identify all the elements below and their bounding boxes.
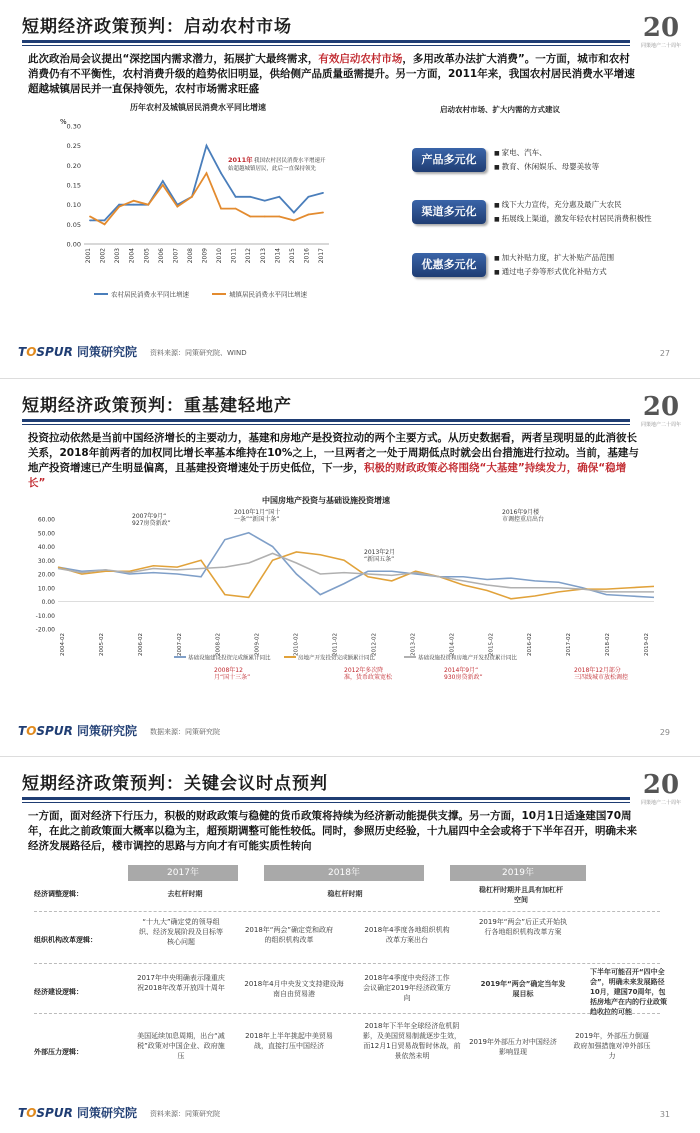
data-point bbox=[162, 184, 164, 186]
cell-2019-reform: 2019年“两会”后正式开始执行各地组织机构改革方案 bbox=[478, 918, 568, 936]
data-point bbox=[235, 196, 237, 198]
data-point bbox=[293, 212, 295, 214]
data-point bbox=[293, 220, 295, 222]
cell-econ-work-conf: 2018年4季度中央经济工作会议确定2019年经济政策方向 bbox=[363, 974, 451, 1002]
annotation-text: 月“国十三条” bbox=[214, 674, 251, 681]
source-note: 资料来源：同策研究院、WIND bbox=[150, 349, 247, 357]
bullet-item: ■ 拓展线上渠道，激发年轻农村居民消费积极性 bbox=[494, 212, 652, 226]
x-tick-label: 2016 bbox=[303, 248, 311, 264]
data-point bbox=[147, 204, 149, 206]
cell-reform-40: 2017年中央明确表示隆重庆祝2018年改革开放四十周年 bbox=[137, 974, 225, 992]
data-point bbox=[191, 196, 193, 198]
x-tick-label: 2010-02 bbox=[293, 633, 300, 656]
data-point bbox=[235, 208, 237, 210]
x-tick-label: 2008-02 bbox=[215, 633, 222, 656]
annotation-text: 市调控重启出台 bbox=[502, 516, 545, 523]
logo-cn: 同策研究院 bbox=[77, 1106, 138, 1120]
rural-urban-consumption-chart bbox=[56, 118, 346, 308]
logo-o: O bbox=[26, 345, 37, 359]
anniversary-logo bbox=[636, 14, 686, 49]
cell-deleverage: 去杠杆时期 bbox=[167, 890, 203, 898]
x-tick-label: 2018-02 bbox=[605, 633, 612, 656]
x-tick-label: 2012 bbox=[245, 248, 253, 264]
x-tick-label: 2005-02 bbox=[98, 633, 105, 656]
x-tick-label: 2013 bbox=[259, 248, 267, 264]
x-tick-label: 2006-02 bbox=[137, 633, 144, 656]
anniversary-logo bbox=[636, 771, 686, 806]
logo-spur: SPUR bbox=[36, 345, 73, 359]
y-tick-label: 0.25 bbox=[66, 142, 81, 151]
legend-label: 农村居民消费水平同比增速 bbox=[111, 290, 189, 299]
y-tick-label: 0.05 bbox=[66, 220, 81, 229]
note-line-1: 下半年可能召开“四中全会”，明确未来发展路径 bbox=[590, 968, 665, 986]
slide-rural-market bbox=[0, 0, 700, 372]
data-point bbox=[133, 204, 135, 206]
row-label-construction: 经济建设逻辑： bbox=[34, 988, 83, 996]
page-number: 27 bbox=[659, 349, 670, 358]
title-rule bbox=[22, 40, 630, 43]
discount-bullets bbox=[494, 251, 614, 279]
annotation-text: 2014年9月“ bbox=[444, 667, 479, 674]
data-point bbox=[322, 192, 324, 194]
logo-cn: 同策研究院 bbox=[77, 345, 138, 359]
y-tick-label: 20.00 bbox=[37, 571, 55, 579]
data-point bbox=[308, 196, 310, 198]
bullet-item: ■ 教育、休闲娱乐、母婴美妆等 bbox=[494, 160, 599, 174]
intro-text: 此次政治局会议提出“深挖国内需求潜力，拓展扩大最终需求， bbox=[28, 53, 319, 65]
x-tick-label: 2015-02 bbox=[488, 633, 495, 656]
intro-text-cont: ，多用改革办法扩大消费”。一方面，城市和农村消费仍有不平衡性，农村消费升级的趋势依旧明显，供给侧产品质量亟需提升。另一方面，2011年来，我国农村居民消费水平增速超越城镇居民并一直保持领先，农村市场需求旺盛 bbox=[28, 53, 635, 95]
product-diversification-box: 产品多元化 bbox=[412, 148, 486, 172]
x-tick-label: 2011 bbox=[230, 248, 238, 264]
data-point bbox=[133, 200, 135, 202]
x-tick-label: 2002 bbox=[99, 248, 107, 264]
cell-hainan: 2018年4月中央发文支持建设海南自由贸易港 bbox=[244, 980, 344, 998]
row-divider bbox=[34, 911, 660, 912]
y-tick-label: 10.00 bbox=[37, 585, 55, 593]
data-point bbox=[118, 206, 120, 208]
y-tick-label: 0.15 bbox=[66, 181, 81, 190]
cell-stable-leverage: 稳杠杆时期 bbox=[327, 890, 363, 898]
note-line-2: 10月，建国70周年，包括房地产在内的行业政策趋收拉的可能 bbox=[590, 988, 667, 1016]
x-tick-label: 2012-02 bbox=[371, 633, 378, 656]
y-tick-label: 0.00 bbox=[41, 599, 55, 606]
investment-growth-chart bbox=[24, 507, 664, 707]
logo-spur: SPUR bbox=[36, 724, 73, 738]
x-tick-label: 2017 bbox=[318, 248, 325, 264]
data-point bbox=[220, 172, 222, 174]
anniversary-number: 20 bbox=[642, 770, 680, 800]
bullet-item: ■ 加大补贴力度，扩大补贴产品范围 bbox=[494, 251, 614, 265]
data-point bbox=[249, 216, 251, 218]
data-point bbox=[278, 196, 280, 198]
anniversary-logo bbox=[636, 393, 686, 428]
cell-us-rate-hike: 美国延续加息周期，出台“减税”政策对中国企业、政府施压 bbox=[137, 1032, 225, 1060]
legend-label: 基础设施建设投资完成额累计同比 bbox=[188, 655, 271, 662]
slide-title: 短期经济政策预判：重基建轻地产 bbox=[22, 396, 292, 416]
note-fourth-plenum bbox=[590, 967, 670, 1017]
bullet-item: ■ 通过电子券等形式优化补贴方式 bbox=[494, 265, 614, 279]
data-point bbox=[264, 216, 266, 218]
data-point bbox=[322, 212, 324, 214]
y-tick-label: -20.00 bbox=[35, 626, 55, 634]
annotation-year: 2011年 bbox=[228, 156, 253, 164]
cell-external-pressure: 2019年外部压力对中国经济影响显现 bbox=[469, 1038, 557, 1056]
cell-trade-war: 2018年上半年挑起中美贸易战，直接打压中国经济 bbox=[245, 1032, 333, 1050]
y-tick-label: 0.30 bbox=[66, 122, 81, 131]
annotation-text: 2016年9月楼 bbox=[502, 509, 540, 516]
data-point bbox=[249, 196, 251, 198]
anniversary-number: 20 bbox=[642, 392, 680, 422]
x-tick-label: 2008 bbox=[186, 248, 194, 264]
intro-text: 投资拉动依然是当前中国经济增长的主要动力，基建和房地产是投资拉动的两个主要方式。从历史数据看，两者呈现明显的此消彼长关系，2018年前两者的加权同比增长率基本维持在10%之上，一旦两者之一处于周期低点时就会出台措施进行拉动。当前，基建与地产投资增速已产生明显偏离，且基建投资增速处于历史低位，下一步， bbox=[28, 432, 639, 474]
x-tick-label: 2013-02 bbox=[410, 633, 417, 656]
chart-title: 中国房地产投资与基础设施投资增速 bbox=[262, 496, 390, 505]
x-tick-label: 2014 bbox=[274, 248, 282, 264]
series-line-real-estate bbox=[58, 552, 654, 599]
title-rule bbox=[22, 419, 630, 422]
source-note: 资料来源：同策研究院 bbox=[150, 1110, 220, 1118]
tospur-logo bbox=[18, 1104, 137, 1121]
x-tick-label: 2009-02 bbox=[254, 633, 261, 656]
x-tick-label: 2015 bbox=[288, 248, 296, 264]
y-tick-label: 50.00 bbox=[37, 530, 55, 538]
x-tick-label: 2010 bbox=[216, 248, 224, 264]
annotation-text: 2013年2月 bbox=[364, 549, 396, 556]
row-label-org-reform: 组织机构改革逻辑： bbox=[34, 936, 97, 944]
intro-paragraph bbox=[28, 431, 640, 491]
logo-o: O bbox=[26, 1106, 37, 1120]
x-tick-label: 2004-02 bbox=[60, 633, 66, 656]
data-point bbox=[206, 172, 208, 174]
tospur-logo bbox=[18, 343, 137, 360]
annotation-text: 930房贷新政” bbox=[444, 674, 483, 681]
series-line-urban bbox=[90, 173, 323, 224]
annotation-text: 2008年12 bbox=[214, 667, 243, 674]
slide-title: 短期经济政策预判：启动农村市场 bbox=[22, 17, 292, 37]
data-point bbox=[89, 220, 91, 222]
page-number: 31 bbox=[659, 1110, 670, 1119]
data-point bbox=[264, 200, 266, 202]
source-note: 数据来源：同策研究院 bbox=[150, 728, 220, 736]
y-tick-label: 40.00 bbox=[37, 544, 55, 551]
title-rule-thin bbox=[22, 45, 630, 46]
anniversary-number: 20 bbox=[642, 13, 680, 43]
x-tick-label: 2011-02 bbox=[332, 633, 339, 656]
data-point bbox=[220, 208, 222, 210]
title-rule-thin bbox=[22, 424, 630, 425]
bullet-item: ■ 线下大力宣传，充分惠及最广大农民 bbox=[494, 198, 652, 212]
anniversary-caption: 同策地产二十周年 bbox=[640, 422, 681, 428]
y-tick-label: 0.10 bbox=[66, 201, 81, 210]
intro-highlight: 积极的财政政策必将围绕“大基建”持续发力，确保“稳增长” bbox=[28, 462, 627, 489]
annotation-text: 准，货币政策宽松 bbox=[344, 674, 393, 681]
annotation-text: 927房贷新政” bbox=[132, 520, 171, 527]
year-2018: 2018年 bbox=[264, 865, 424, 881]
annotation-text: 2012年多次降 bbox=[344, 667, 384, 674]
data-point bbox=[176, 206, 178, 208]
row-label-economy: 经济调整逻辑： bbox=[34, 890, 83, 898]
y-tick-label: 0.20 bbox=[66, 161, 81, 170]
x-tick-label: 2017-02 bbox=[566, 633, 573, 656]
x-tick-label: 2006 bbox=[157, 248, 165, 264]
x-tick-label: 2005 bbox=[143, 248, 151, 264]
series-line-rural bbox=[90, 146, 323, 221]
annotation-text: 三四线城市放松调控 bbox=[574, 674, 629, 681]
x-tick-label: 2004 bbox=[128, 248, 136, 264]
y-tick-label: 0.00 bbox=[66, 240, 81, 249]
x-tick-label: 2003 bbox=[114, 248, 122, 264]
x-tick-label: 2016-02 bbox=[527, 633, 534, 656]
x-tick-label: 2014-02 bbox=[449, 633, 456, 656]
cell-hedge-pressure: 2019年，外部压力倒逼政府加强措施对冲外部压力 bbox=[573, 1032, 651, 1060]
intro-highlight: 有效启动农村市场 bbox=[318, 53, 403, 65]
annotation-text: 2010年1月“国十 bbox=[234, 509, 281, 516]
slide-title: 短期经济政策预判：关键会议时点预判 bbox=[22, 774, 328, 794]
x-tick-label: 2007-02 bbox=[176, 633, 183, 656]
annotation-text-2: 始超越城镇居民，此后一直保持领先 bbox=[228, 166, 317, 172]
data-point bbox=[118, 204, 120, 206]
intro-paragraph: 一方面，面对经济下行压力，积极的财政政策与稳健的货币政策将持续为经济新动能提供支撑。另一方面，10月1日适逢建国70周年，在此之前政策面大概率以稳为主，超预期调整可能性较低。同时，参照历史经验，十九届四中全会或将于下半年召开，明确未来经济发展路径后，楼市调控的思路与方向才有可能实质性转向 bbox=[28, 810, 637, 852]
year-2019: 2019年 bbox=[450, 865, 586, 881]
annotation-text: 一条”“新国十条” bbox=[234, 516, 280, 523]
title-rule-thin bbox=[22, 802, 630, 803]
annotation-text: 2018年12月部分 bbox=[574, 667, 621, 674]
channel-bullets bbox=[494, 198, 652, 226]
legend-label: 城镇居民消费水平同比增速 bbox=[229, 290, 307, 299]
intro-paragraph bbox=[28, 52, 640, 97]
logo-t: T bbox=[18, 345, 27, 359]
cell-19th-congress: “十九大”确定党的领导组织、经济发展阶段及目标等核心问题 bbox=[139, 918, 223, 946]
cell-2019-goal: 2019年“两会”确定当年发展目标 bbox=[480, 980, 566, 998]
chart-title: 历年农村及城镇居民消费水平同比增速 bbox=[130, 103, 266, 112]
logo-t: T bbox=[18, 1106, 27, 1120]
channel-diversification-box: 渠道多元化 bbox=[412, 200, 486, 224]
bullet-item: ■ 家电、汽车、 bbox=[494, 146, 599, 160]
logo-o: O bbox=[26, 724, 37, 738]
data-point bbox=[104, 220, 106, 222]
annotation-text-1: 我国农村居民消费水平增速开 bbox=[254, 158, 326, 164]
anniversary-caption: 同策地产二十周年 bbox=[640, 800, 681, 806]
cell-2018q4-reform: 2018年4季度各地组织机构改革方案出台 bbox=[364, 926, 450, 944]
data-point bbox=[206, 145, 208, 147]
x-tick-label: 2001 bbox=[85, 248, 92, 264]
cell-leverage-space: 稳杠杆时期并且具有加杠杆空间 bbox=[479, 886, 563, 904]
row-divider bbox=[34, 963, 660, 964]
year-2017: 2017年 bbox=[128, 865, 238, 881]
data-point bbox=[104, 223, 106, 225]
slide-infrastructure bbox=[0, 378, 700, 751]
x-tick-label: 2019-02 bbox=[644, 633, 650, 656]
data-point bbox=[308, 214, 310, 216]
y-tick-label: 60.00 bbox=[37, 516, 55, 524]
data-point bbox=[278, 216, 280, 218]
page-number: 29 bbox=[659, 728, 670, 737]
y-axis-unit: % bbox=[60, 118, 67, 126]
legend-label: 房地产开发投资完成额累计同比 bbox=[298, 655, 376, 662]
suggestion-title: 启动农村市场、扩大内需的方式建议 bbox=[440, 105, 560, 114]
tospur-logo bbox=[18, 722, 137, 739]
logo-cn: 同策研究院 bbox=[77, 724, 138, 738]
legend-label: 基础设施投资和房地产开发投资累计同比 bbox=[418, 655, 518, 662]
annotation-text: “新国五条” bbox=[364, 556, 395, 563]
x-tick-label: 2007 bbox=[172, 248, 180, 264]
cell-2018-two-sessions: 2018年“两会”确定党和政府的组织机构改革 bbox=[244, 926, 334, 944]
x-tick-label: 2009 bbox=[201, 248, 209, 264]
logo-spur: SPUR bbox=[36, 1106, 73, 1120]
row-label-external: 外部压力逻辑： bbox=[34, 1048, 83, 1056]
anniversary-caption: 同策地产二十周年 bbox=[640, 43, 681, 49]
product-bullets bbox=[494, 146, 599, 174]
discount-diversification-box: 优惠多元化 bbox=[412, 253, 486, 277]
slide-meeting-timeline bbox=[0, 756, 700, 1133]
title-rule bbox=[22, 797, 630, 800]
cell-global-crisis: 2018年下半年全球经济危机阴影，及美国贸易制裁逐步生效，而12月1日贸易战暂时休战，前景依然未明 bbox=[363, 1022, 461, 1060]
y-tick-label: 30.00 bbox=[37, 557, 55, 565]
logo-t: T bbox=[18, 724, 27, 738]
data-point bbox=[162, 180, 164, 182]
y-tick-label: -10.00 bbox=[35, 612, 55, 620]
data-point bbox=[89, 216, 91, 218]
annotation-text: 2007年9月“ bbox=[132, 513, 167, 520]
row-divider bbox=[34, 1013, 660, 1014]
